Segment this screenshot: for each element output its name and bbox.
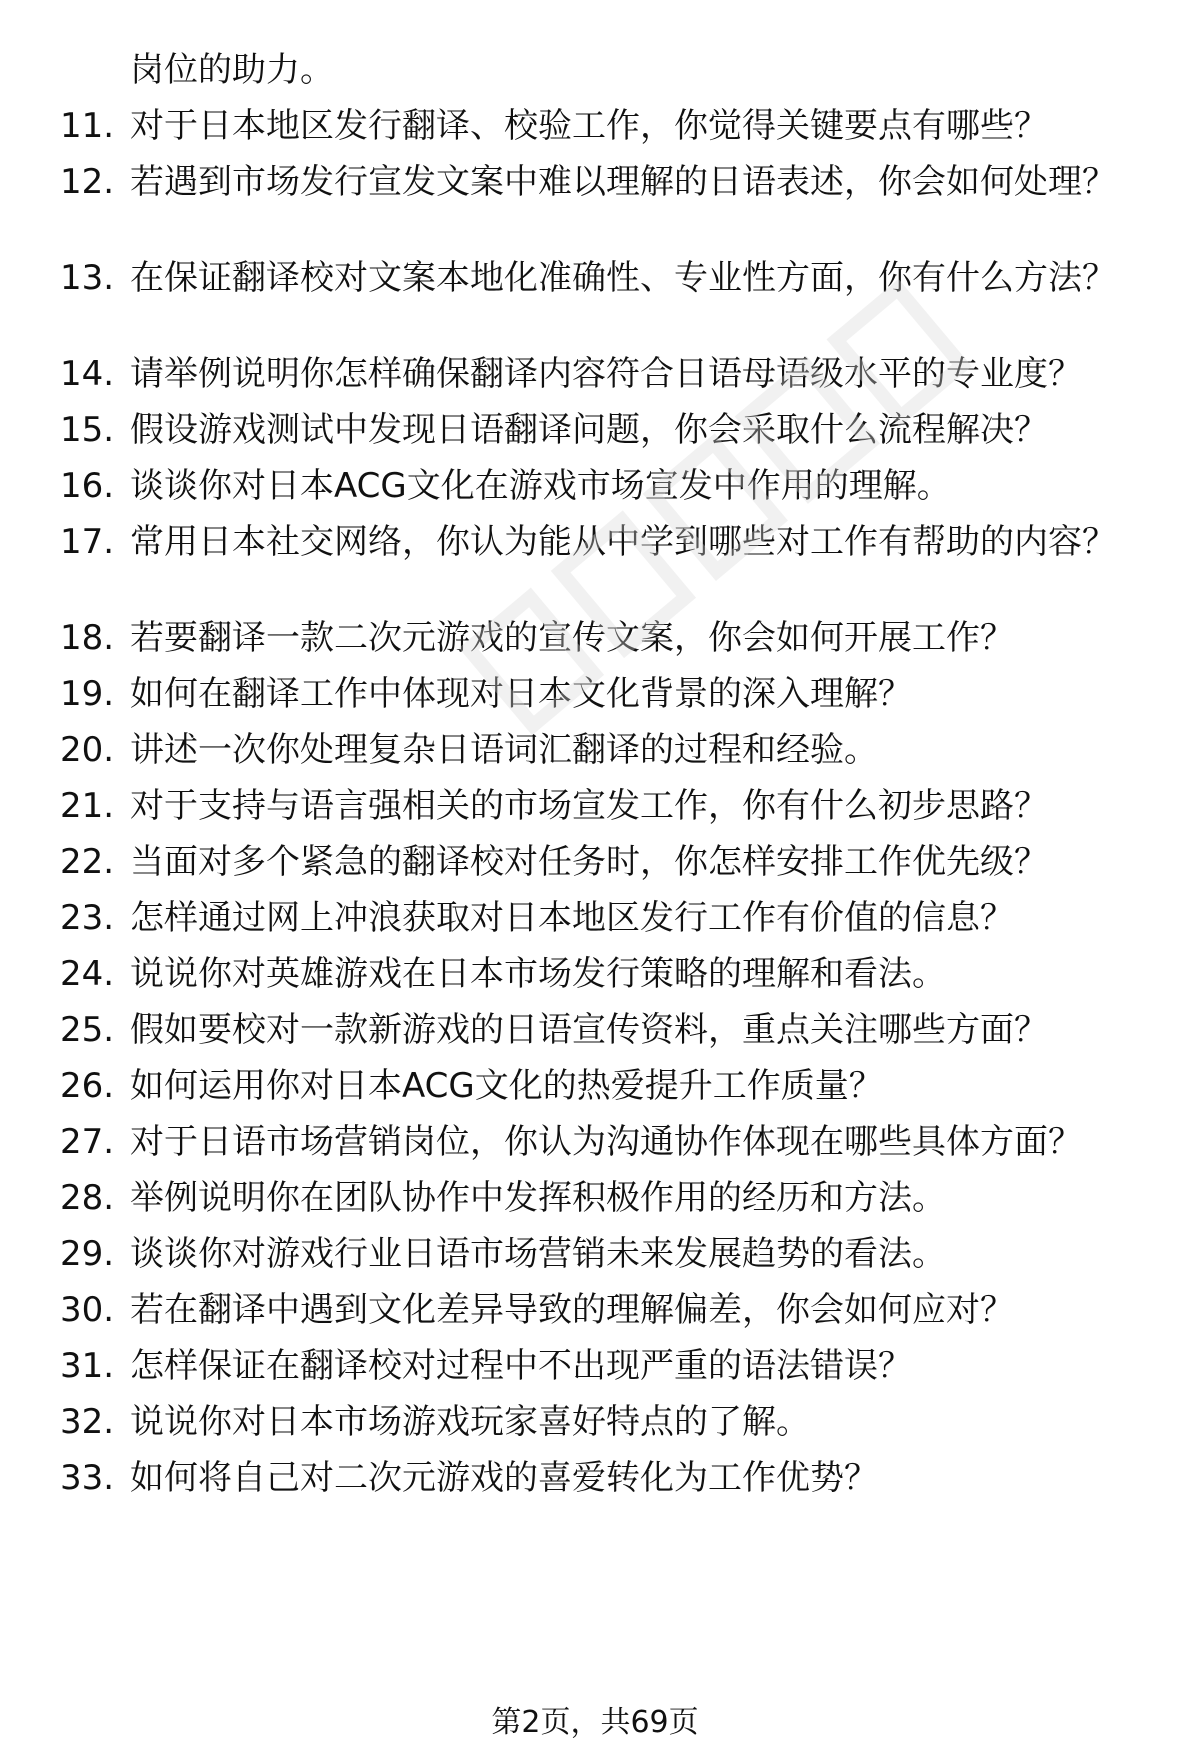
question-text: 讲述一次你处理复杂日语词汇翻译的过程和经验。 [130, 730, 878, 770]
question-text: 如何将自己对二次元游戏的喜爱转化为工作优势？ [130, 1458, 878, 1498]
question-text: 对于日本地区发行翻译、校验工作，你觉得关键要点有哪些？ [130, 106, 1048, 146]
question-number: 11. [60, 106, 115, 146]
question-text: 谈谈你对日本ACG文化在游戏市场宣发中作用的理解。 [130, 466, 951, 506]
question-number: 28. [60, 1178, 115, 1218]
continuation-text: 岗位的助力。 [130, 50, 334, 90]
page-footer: 第2页，共69页 [491, 1705, 699, 1740]
question-number: 22. [60, 842, 115, 882]
question-number: 15. [60, 410, 115, 450]
question-text: 说说你对日本市场游戏玩家喜好特点的了解。 [130, 1402, 810, 1442]
question-number: 13. [60, 258, 115, 298]
question-text: 对于支持与语言强相关的市场宣发工作，你有什么初步思路？ [130, 786, 1048, 826]
question-number: 21. [60, 786, 115, 826]
question-number: 16. [60, 466, 115, 506]
question-text: 常用日本社交网络，你认为能从中学到哪些对工作有帮助的内容？ [130, 522, 1116, 562]
question-text: 怎样通过网上冲浪获取对日本地区发行工作有价值的信息？ [130, 898, 1014, 938]
question-number: 33. [60, 1458, 115, 1498]
question-number: 29. [60, 1234, 115, 1274]
question-number: 25. [60, 1010, 115, 1050]
question-text: 若在翻译中遇到文化差异导致的理解偏差，你会如何应对？ [130, 1290, 1014, 1330]
question-text: 对于日语市场营销岗位，你认为沟通协作体现在哪些具体方面？ [130, 1122, 1082, 1162]
question-number: 17. [60, 522, 115, 562]
question-text: 假设游戏测试中发现日语翻译问题，你会采取什么流程解决？ [130, 410, 1048, 450]
question-text: 请举例说明你怎样确保翻译内容符合日语母语级水平的专业度？ [130, 354, 1082, 394]
question-number: 24. [60, 954, 115, 994]
question-text: 若要翻译一款二次元游戏的宣传文案，你会如何开展工作？ [130, 618, 1014, 658]
question-number: 18. [60, 618, 115, 658]
question-text: 在保证翻译校对文案本地化准确性、专业性方面，你有什么方法？ [130, 258, 1116, 298]
question-number: 32. [60, 1402, 115, 1442]
question-text: 如何在翻译工作中体现对日本文化背景的深入理解？ [130, 674, 912, 714]
question-text: 如何运用你对日本ACG文化的热爱提升工作质量？ [130, 1066, 883, 1106]
question-text: 说说你对英雄游戏在日本市场发行策略的理解和看法。 [130, 954, 946, 994]
question-number: 19. [60, 674, 115, 714]
question-text: 举例说明你在团队协作中发挥积极作用的经历和方法。 [130, 1178, 946, 1218]
question-text: 谈谈你对游戏行业日语市场营销未来发展趋势的看法。 [130, 1234, 946, 1274]
question-number: 12. [60, 162, 115, 202]
question-number: 30. [60, 1290, 115, 1330]
question-number: 20. [60, 730, 115, 770]
question-text: 假如要校对一款新游戏的日语宣传资料，重点关注哪些方面？ [130, 1010, 1048, 1050]
question-text: 若遇到市场发行宣发文案中难以理解的日语表述，你会如何处理？ [130, 162, 1116, 202]
question-number: 14. [60, 354, 115, 394]
question-number: 31. [60, 1346, 115, 1386]
question-text: 当面对多个紧急的翻译校对任务时，你怎样安排工作优先级？ [130, 842, 1048, 882]
question-text: 怎样保证在翻译校对过程中不出现严重的语法错误？ [130, 1346, 912, 1386]
question-number: 27. [60, 1122, 115, 1162]
question-number: 23. [60, 898, 115, 938]
question-number: 26. [60, 1066, 115, 1106]
